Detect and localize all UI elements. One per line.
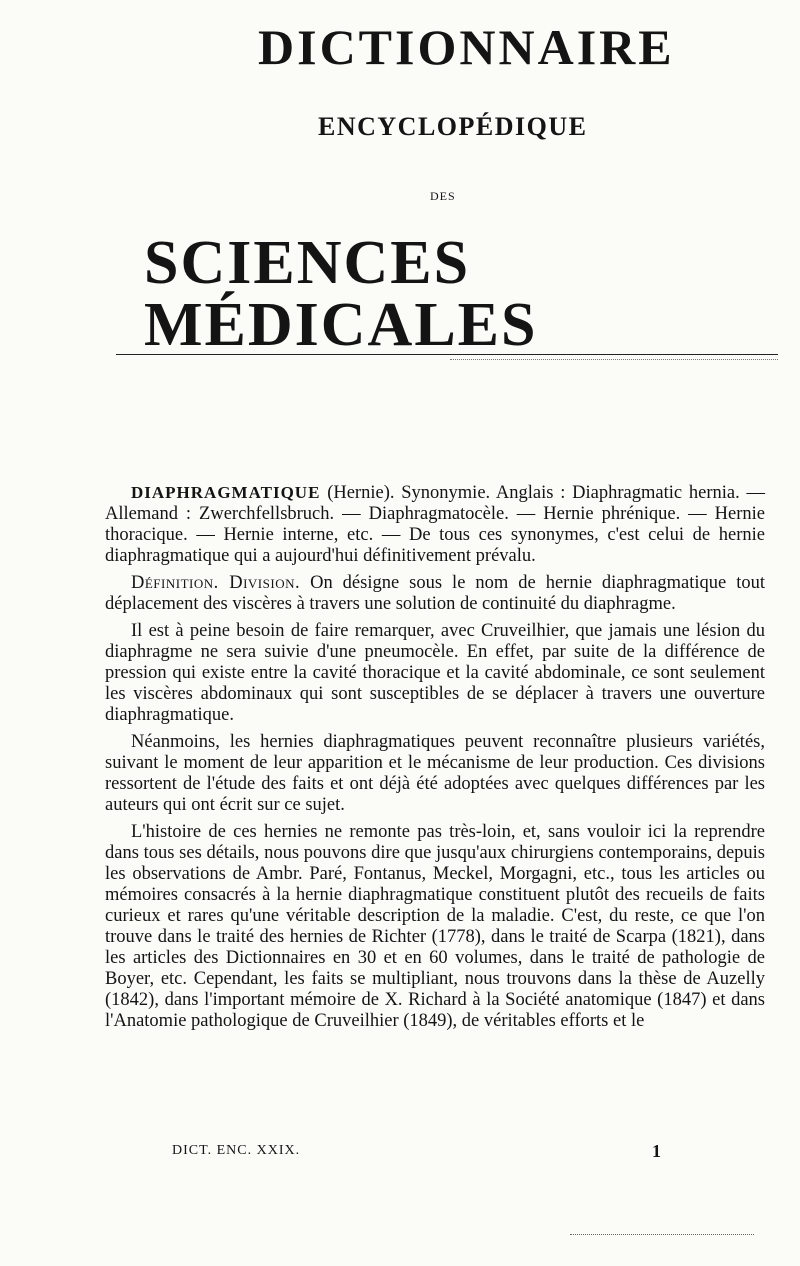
paragraph-text: (Hernie). Synonymie. Anglais : Diaphragmatic hernia. — Allemand : Zwerchfellsbruch. — Diaphragmatocèle. — Hernie phrénique. — Hernie thoracique. — Hernie interne, etc. — De tous ces synonymes, c'est celui de hernie diaphragmatique qui a aujourd'hui définitivement prévalu.: [105, 483, 765, 566]
paragraph-varietes: Néanmoins, les hernies diaphragmatiques peuvent reconnaître plusieurs variétés, suivant le moment de leur apparition et le mécanisme de leur production. Ces divisions ressortent de l'étude des faits et ont déjà été adoptées avec quelques différences par les auteurs qui ont écrit sur ce sujet.: [105, 732, 765, 815]
title-encyclopedique: ENCYCLOPÉDIQUE: [318, 112, 588, 141]
page-number: 1: [652, 1141, 661, 1161]
paragraph-definition: [105, 573, 765, 615]
title-des: DES: [430, 189, 456, 203]
paragraph-histoire: L'histoire de ces hernies ne remonte pas très-loin, et, sans vouloir ici la reprendre dans tous ses détails, nous pouvons dire que jusqu'aux chirurgiens contemporains, depuis les observations de Ambr. Paré, Fontanus, Meckel, Morgagni, etc., tous les articles ou mémoires consacrés à la hernie diaphragmatique constituent plutôt des recueils de faits curieux et rares qu'une véritable description de la maladie. C'est, du reste, ce que l'on trouve dans le traité des hernies de Richter (1778), dans le traité de Scarpa (1821), dans les articles des Dictionnaires en 30 et en 60 volumes, dans le traité de pathologie de Boyer, etc. Cependant, les faits se multipliant, nous trouvons dans la thèse de Auzelly (1842), dans l'important mémoire de X. Richard à la Société anatomique (1847) et dans l'Anatomie pathologique de Cruveilhier (1849), de véritables efforts et le: [105, 822, 765, 1031]
entry-term: DIAPHRAGMATIQUE: [131, 483, 321, 502]
paragraph-synonymie: [105, 482, 765, 567]
section-lead: Définition. Division.: [131, 573, 301, 593]
article-body: [105, 482, 765, 1038]
volume-signature: DICT. ENC. XXIX.: [172, 1143, 301, 1158]
title-dictionnaire: DICTIONNAIRE: [258, 19, 675, 75]
paragraph-text: On désigne sous le nom de hernie diaphragmatique tout déplacement des viscères à travers une solution de continuité du diaphragme.: [105, 573, 765, 614]
header-divider-dotted: [450, 359, 778, 360]
header-divider: [116, 354, 778, 355]
paragraph-pneumocele: Il est à peine besoin de faire remarquer, avec Cruveilhier, que jamais une lésion du diaphragme ne sera suivie d'une pneumocèle. En effet, par suite de la différence de pression qui existe entre la cavité thoracique et la cavité abdominale, ce sont seulement les viscères abdominaux qui sont susceptibles de se déplacer à travers une ouverture diaphragmatique.: [105, 621, 765, 725]
bottom-dotted-rule: [570, 1234, 754, 1235]
title-sciences-medicales: SCIENCES MÉDICALES: [144, 229, 538, 359]
